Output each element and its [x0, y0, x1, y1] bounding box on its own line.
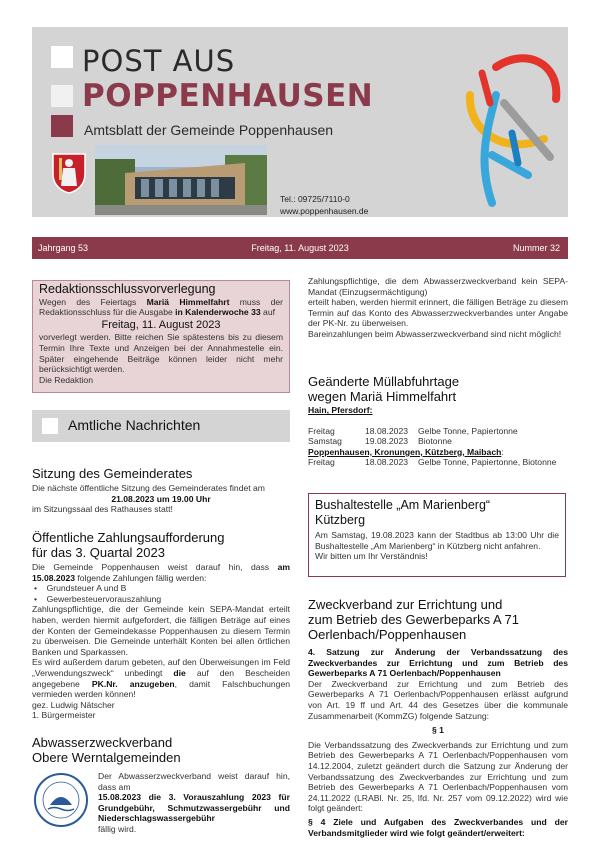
table-row: Samstag 19.08.2023 Biotonne	[308, 436, 452, 447]
collection-table	[308, 426, 518, 447]
article-council-meeting: Sitzung des Gemeinderates Die nächste öffentliche Sitzung des Gemeinderates findet am 21.08.2023 um 19.00 Uhr im Sitzungssaal des Rathauses statt!	[32, 466, 290, 515]
issue-date: Freitag, 11. August 2023	[251, 243, 349, 253]
article-title: Öffentliche Zahlungsaufforderung für das 3. Quartal 2023	[32, 530, 225, 560]
article-bus-stop: Bushaltestelle „Am Marienberg“ Kützberg Am Samstag, 19.08.2023 kann der Stadtbus ab 13:00 Uhr die Bushaltestelle „Am Marienberg“ in Kützberg nicht anfahren. Wir bitten um Ihr Verständnis!	[308, 493, 566, 577]
square-decoration	[51, 115, 73, 137]
list-item: • Grundsteuer A und B	[34, 583, 127, 594]
issue-bar	[32, 237, 568, 259]
notice-text-continued: vorverlegt werden. Bitte reichen Sie spätestens bis zu diesem Termin Ihre Texte und Anzeigen bei der Annahmestelle ein. Später eingehende Beiträge können leider nicht mehr berücksichtigt werden.	[39, 332, 283, 375]
article-waste-collection: Geänderte Müllabfuhrtage wegen Mariä Himmelfahrt Hain, Pfersdorf: Freitag 18.08.2023 Gelbe Tonne, Papiertonne Samstag 19.08.2023 Biotonne Poppenhausen, Kronungen, Kützberg, Maibach: Freitag 18.08.2023 Gelbe Tonne, Papiertonne, Biotonne	[308, 374, 568, 468]
article-title: Abwasserzweckverband Obere Werntalgemeinden	[32, 735, 181, 765]
article-title: Zweckverband zur Errichtung und zum Betrieb des Gewerbeparks A 71 Oerlenbach/Poppenhausen	[308, 597, 520, 642]
article-special-purpose-association: Zweckverband zur Errichtung und zum Betrieb des Gewerbeparks A 71 Oerlenbach/Poppenhausen 4. Satzung zur Änderung der Verbandssatzung des Zweckverbandes zur Errichtung und zum Betrieb des Gewerbeparks A 71 Oerlenbach/Poppenhausen Der Zweckverband zur Errichtung und zum Betrieb des Gewerbeparks A 71 Oerlenbach/Poppenhausen erlässt aufgrund von Art. 19 ff und Art. 44 des Gesetzes über die kommunale Zusammenarbeit (KommZG) folgende Satzung: § 1 Die Verbandssatzung des Zweckverbands zur Errichtung und zum Betrieb des Gewerbeparks A 71 Oerlenbach/Poppenhausen vom 14.12.2004, zuletzt geändert durch die Satzung zur Änderung der Verbandssatzung des Zweckverbandes zur Errichtung und zum Betrieb des Gewerbeparks A 71 Oerlenbach/Poppenhausen vom 24.11.2022 (LRABl. Nr. 25, lfd. Nr. 257 vom 09.12.2022) wird wie folgt geändert: § 4 Ziele und Aufgaben des Zweckverbandes und der Verbandsmitglieder wird wie folgt geändert/erweitert:	[308, 597, 568, 838]
masthead	[32, 27, 568, 217]
municipality-logo-icon	[456, 43, 564, 209]
town-hall-photo	[95, 145, 267, 215]
notice-title: Redaktionsschlussvorverlegung	[39, 282, 216, 296]
notice-signature: Die Redaktion	[39, 374, 93, 385]
volume-label: Jahrgang 53	[38, 243, 89, 253]
list-item: • Gewerbesteuervorauszahlung	[34, 593, 162, 604]
editorial-deadline-notice	[32, 280, 290, 393]
website-link[interactable]: www.poppenhausen.de	[280, 206, 369, 216]
association-seal-icon	[32, 771, 90, 829]
article-title: Sitzung des Gemeinderates	[32, 466, 193, 481]
notice-date: Freitag, 11. August 2023	[101, 318, 221, 331]
notice-text: Wegen des Feiertags Mariä Himmelfahrt muss der Redaktionsschluss für die Ausgabe in Kalenderwoche 33 auf	[39, 296, 283, 318]
coat-of-arms-icon	[51, 152, 87, 194]
table-row: Freitag 18.08.2023 Gelbe Tonne, Papiertonne	[308, 425, 518, 436]
phone-number: Tel.: 09725/7110-0	[280, 194, 350, 204]
article-wastewater-association: Abwasserzweckverband Obere Werntalgemeinden Der Abwasserzweckverband weist darauf hin, dass am 15.08.2023 die 3. Vorauszahlung 2023 für Grundgebühr, Schmutzwassergebühr und Niederschlagswassergebühr fällig wird.	[32, 735, 290, 834]
contact-info	[280, 193, 368, 217]
article-title: Geänderte Müllabfuhrtage wegen Mariä Himmelfahrt	[308, 374, 460, 404]
issue-number: Nummer 32	[512, 243, 560, 253]
section-banner	[32, 410, 290, 442]
square-decoration	[51, 46, 73, 68]
table-row: Freitag 18.08.2023 Gelbe Tonne, Papiertonne, Biotonne	[308, 457, 557, 468]
square-decoration	[42, 418, 58, 434]
masthead-title-line1: POST AUS	[82, 44, 236, 78]
collection-table	[308, 457, 556, 468]
masthead-subtitle: Amtsblatt der Gemeinde Poppenhausen	[84, 122, 334, 138]
article-wastewater-continued: Zahlungspflichtige, die dem Abwasserzweckverband kein SEPA-Mandat (Einzugsermächtigung) erteilt haben, werden hiermit erinnert, die fälligen Beträge zu diesem Termin auf das Konto des Abwasserzweckverbandes unter Angabe der PK-Nr. zu überweisen. Bareinzahlungen beim Abwasserzweckverband sind nicht möglich!	[308, 276, 568, 339]
masthead-title-line2: POPPENHAUSEN	[82, 78, 374, 114]
square-decoration	[51, 85, 73, 107]
article-payment-request: Öffentliche Zahlungsaufforderung für das 3. Quartal 2023 Die Gemeinde Poppenhausen weist darauf hin, dass am 15.08.2023 folgende Zahlungen fällig werden: • Grundsteuer A und B • Gewerbesteuervorauszahlung Zahlungspflichtige, die der Gemeinde kein SEPA-Mandat erteilt haben, werden hiermit aufgefordert, die fälligen Beträge auf eines der Konten der Gemeindekasse Poppenhausen zu diesem Termin zu überweisen. Die Gemeinde unterhält Konten bei allen örtlichen Banken und Sparkassen. Es wird außerdem darum gebeten, auf den Überweisungen im Feld „Verwendungszweck“ unbedingt die auf den Bescheiden angegebene PK.Nr. anzugeben, damit Falschbuchungen vermieden werden können! gez. Ludwig Nätscher 1. Bürgermeister	[32, 530, 291, 721]
article-title: Bushaltestelle „Am Marienberg“ Kützberg	[315, 498, 491, 527]
section-title: Amtliche Nachrichten	[68, 417, 201, 433]
